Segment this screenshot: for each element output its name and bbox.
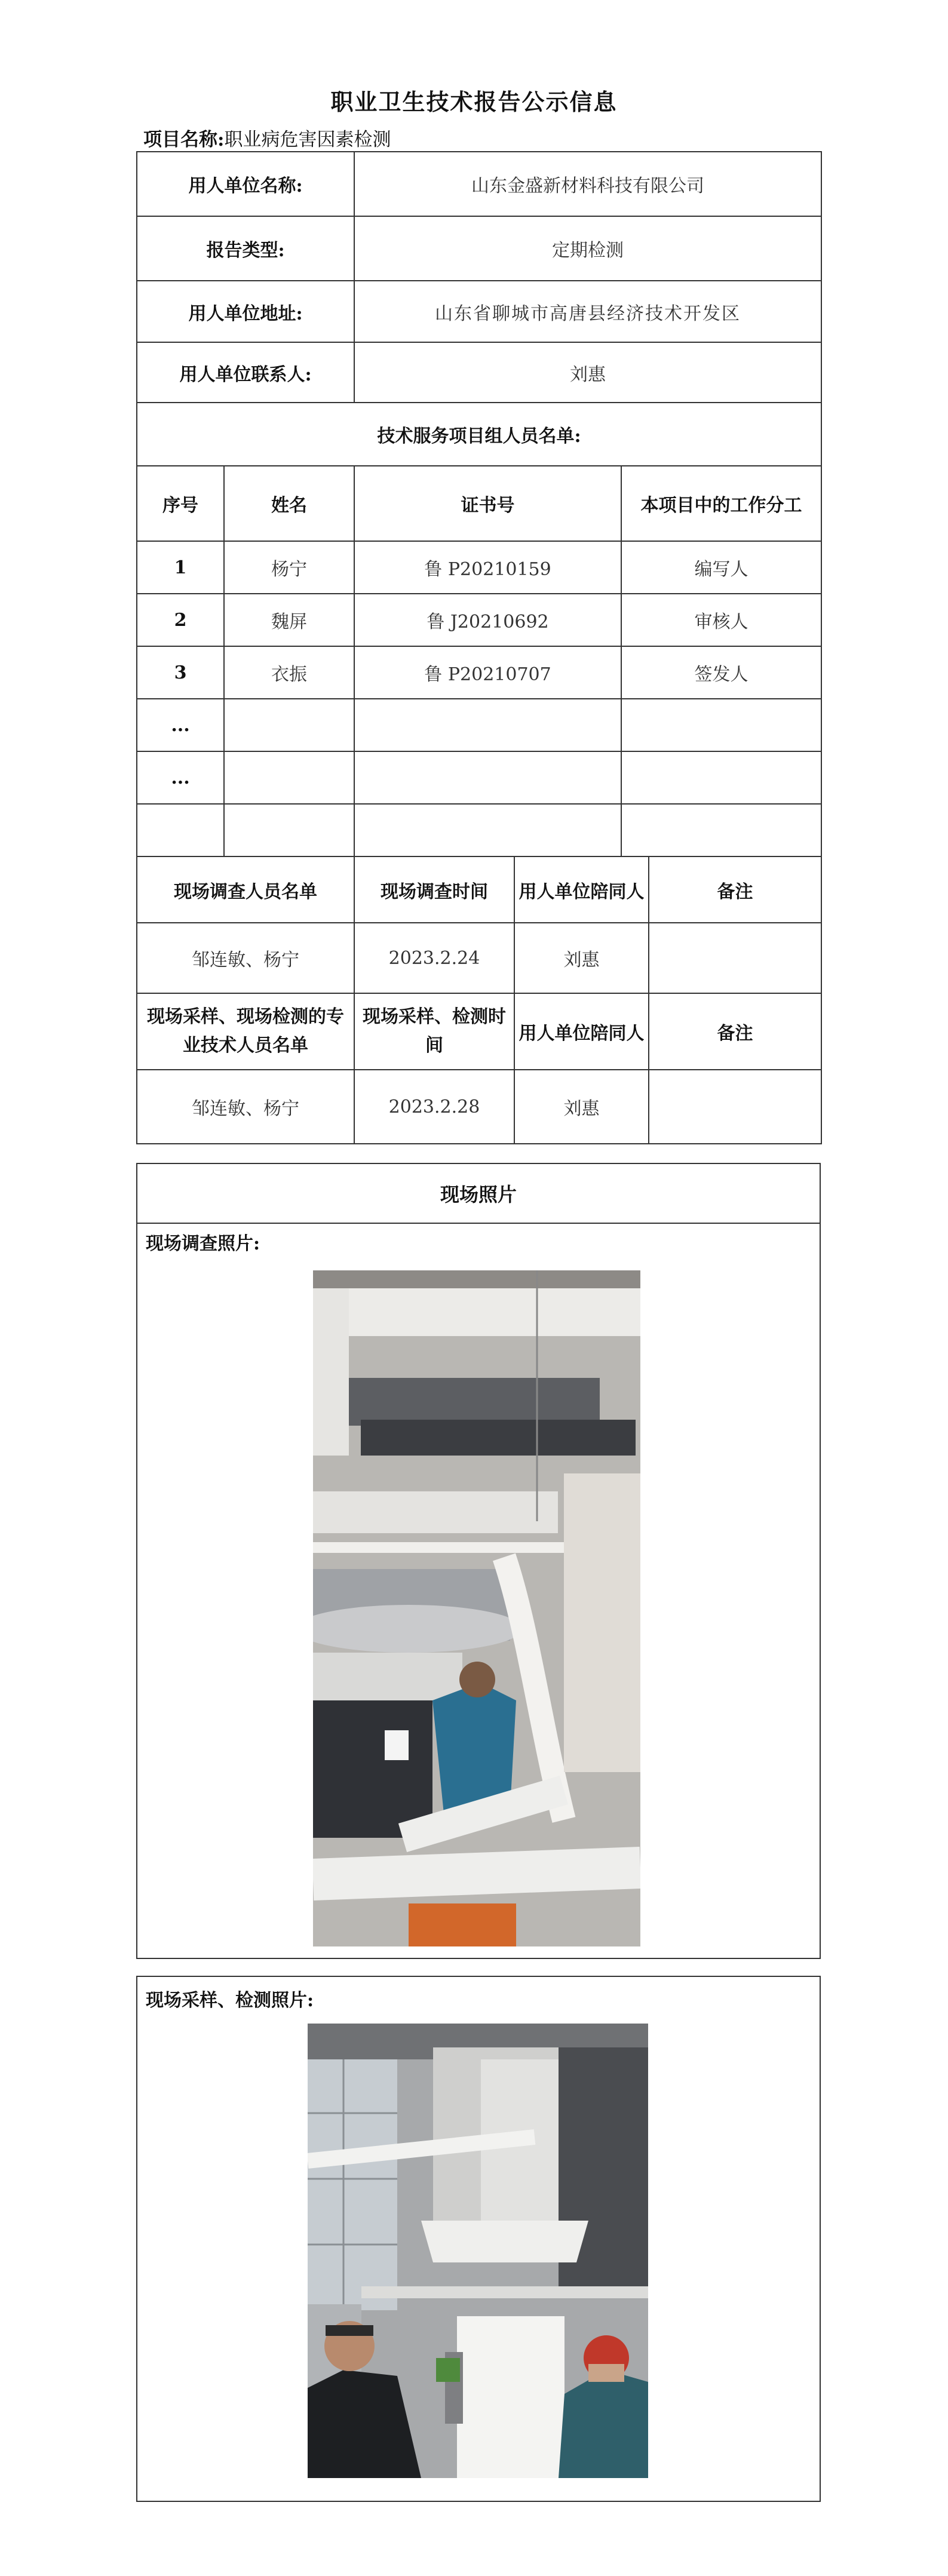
sampling-header-note: 备注 [649, 993, 821, 1070]
row-role: 签发人 [621, 646, 821, 699]
company-address: 山东省聊城市高唐县经济技术开发区 [354, 281, 821, 342]
report-info-table [136, 151, 822, 1144]
sampling-header-row [137, 993, 821, 1070]
info-row-address [137, 281, 821, 342]
col-header-name: 姓名 [224, 466, 354, 541]
info-row-type [137, 216, 821, 281]
row-no: 1 [137, 541, 224, 594]
row-role [621, 699, 821, 751]
sampling-photos-box [136, 1976, 821, 2502]
row-role [621, 804, 821, 856]
table-row [137, 699, 821, 751]
info-row-company [137, 152, 821, 216]
info-label: 用人单位联系人: [137, 342, 354, 403]
sampling-staff: 邹连敏、杨宁 [137, 1070, 354, 1144]
sampling-escort: 刘惠 [514, 1070, 649, 1144]
row-role [621, 751, 821, 804]
survey-row [137, 923, 821, 993]
sampling-photo [308, 2024, 648, 2478]
survey-header-row [137, 856, 821, 923]
row-name: 衣振 [224, 646, 354, 699]
col-header-cert: 证书号 [354, 466, 621, 541]
survey-header-escort: 用人单位陪同人 [514, 856, 649, 923]
sampling-note [649, 1070, 821, 1144]
page-title: 职业卫生技术报告公示信息 [330, 88, 618, 115]
survey-note [649, 923, 821, 993]
table-row [137, 646, 821, 699]
table-row [137, 541, 821, 594]
info-row-contact [137, 342, 821, 403]
sampling-row [137, 1070, 821, 1144]
site-photos-heading: 现场照片 [137, 1164, 820, 1224]
row-no: 3 [137, 646, 224, 699]
row-no: ... [137, 699, 224, 751]
row-cert [354, 699, 621, 751]
row-cert [354, 804, 621, 856]
survey-staff: 邹连敏、杨宁 [137, 923, 354, 993]
survey-escort: 刘惠 [514, 923, 649, 993]
info-label: 用人单位名称: [137, 152, 354, 216]
row-name [224, 751, 354, 804]
project-line [143, 124, 391, 151]
col-header-role: 本项目中的工作分工 [621, 466, 821, 541]
team-heading: 技术服务项目组人员名单: [137, 403, 821, 466]
row-name: 魏屏 [224, 594, 354, 646]
team-heading-row [137, 403, 821, 466]
row-role: 审核人 [621, 594, 821, 646]
survey-time: 2023.2.24 [354, 923, 514, 993]
table-row [137, 804, 821, 856]
project-value: 职业病危害因素检测 [224, 129, 391, 151]
table-row [137, 594, 821, 646]
sampling-header-time: 现场采样、检测时间 [354, 993, 514, 1070]
info-label: 用人单位地址: [137, 281, 354, 342]
info-label: 报告类型: [137, 216, 354, 281]
row-no: ... [137, 751, 224, 804]
row-role: 编写人 [621, 541, 821, 594]
report-type: 定期检测 [354, 216, 821, 281]
row-cert [354, 751, 621, 804]
row-cert: 鲁 J20210692 [354, 594, 621, 646]
survey-photo [313, 1270, 640, 1946]
table-row [137, 751, 821, 804]
row-cert: 鲁 P20210707 [354, 646, 621, 699]
sampling-header-staff: 现场采样、现场检测的专业技术人员名单 [137, 993, 354, 1070]
survey-header-time: 现场调查时间 [354, 856, 514, 923]
col-header-no: 序号 [137, 466, 224, 541]
company-name: 山东金盛新材料科技有限公司 [354, 152, 821, 216]
survey-header-staff: 现场调查人员名单 [137, 856, 354, 923]
row-cert: 鲁 P20210159 [354, 541, 621, 594]
site-photos-box [136, 1163, 821, 1959]
row-name [224, 804, 354, 856]
contact-person: 刘惠 [354, 342, 821, 403]
sampling-header-escort: 用人单位陪同人 [514, 993, 649, 1070]
row-no [137, 804, 224, 856]
survey-header-note: 备注 [649, 856, 821, 923]
row-no: 2 [137, 594, 224, 646]
row-name: 杨宁 [224, 541, 354, 594]
team-header-row [137, 466, 821, 541]
survey-photo-label: 现场调查照片: [146, 1233, 260, 1254]
project-label: 项目名称: [143, 129, 225, 151]
sampling-photo-label: 现场采样、检测照片: [146, 1990, 314, 2011]
sampling-time: 2023.2.28 [354, 1070, 514, 1144]
row-name [224, 699, 354, 751]
